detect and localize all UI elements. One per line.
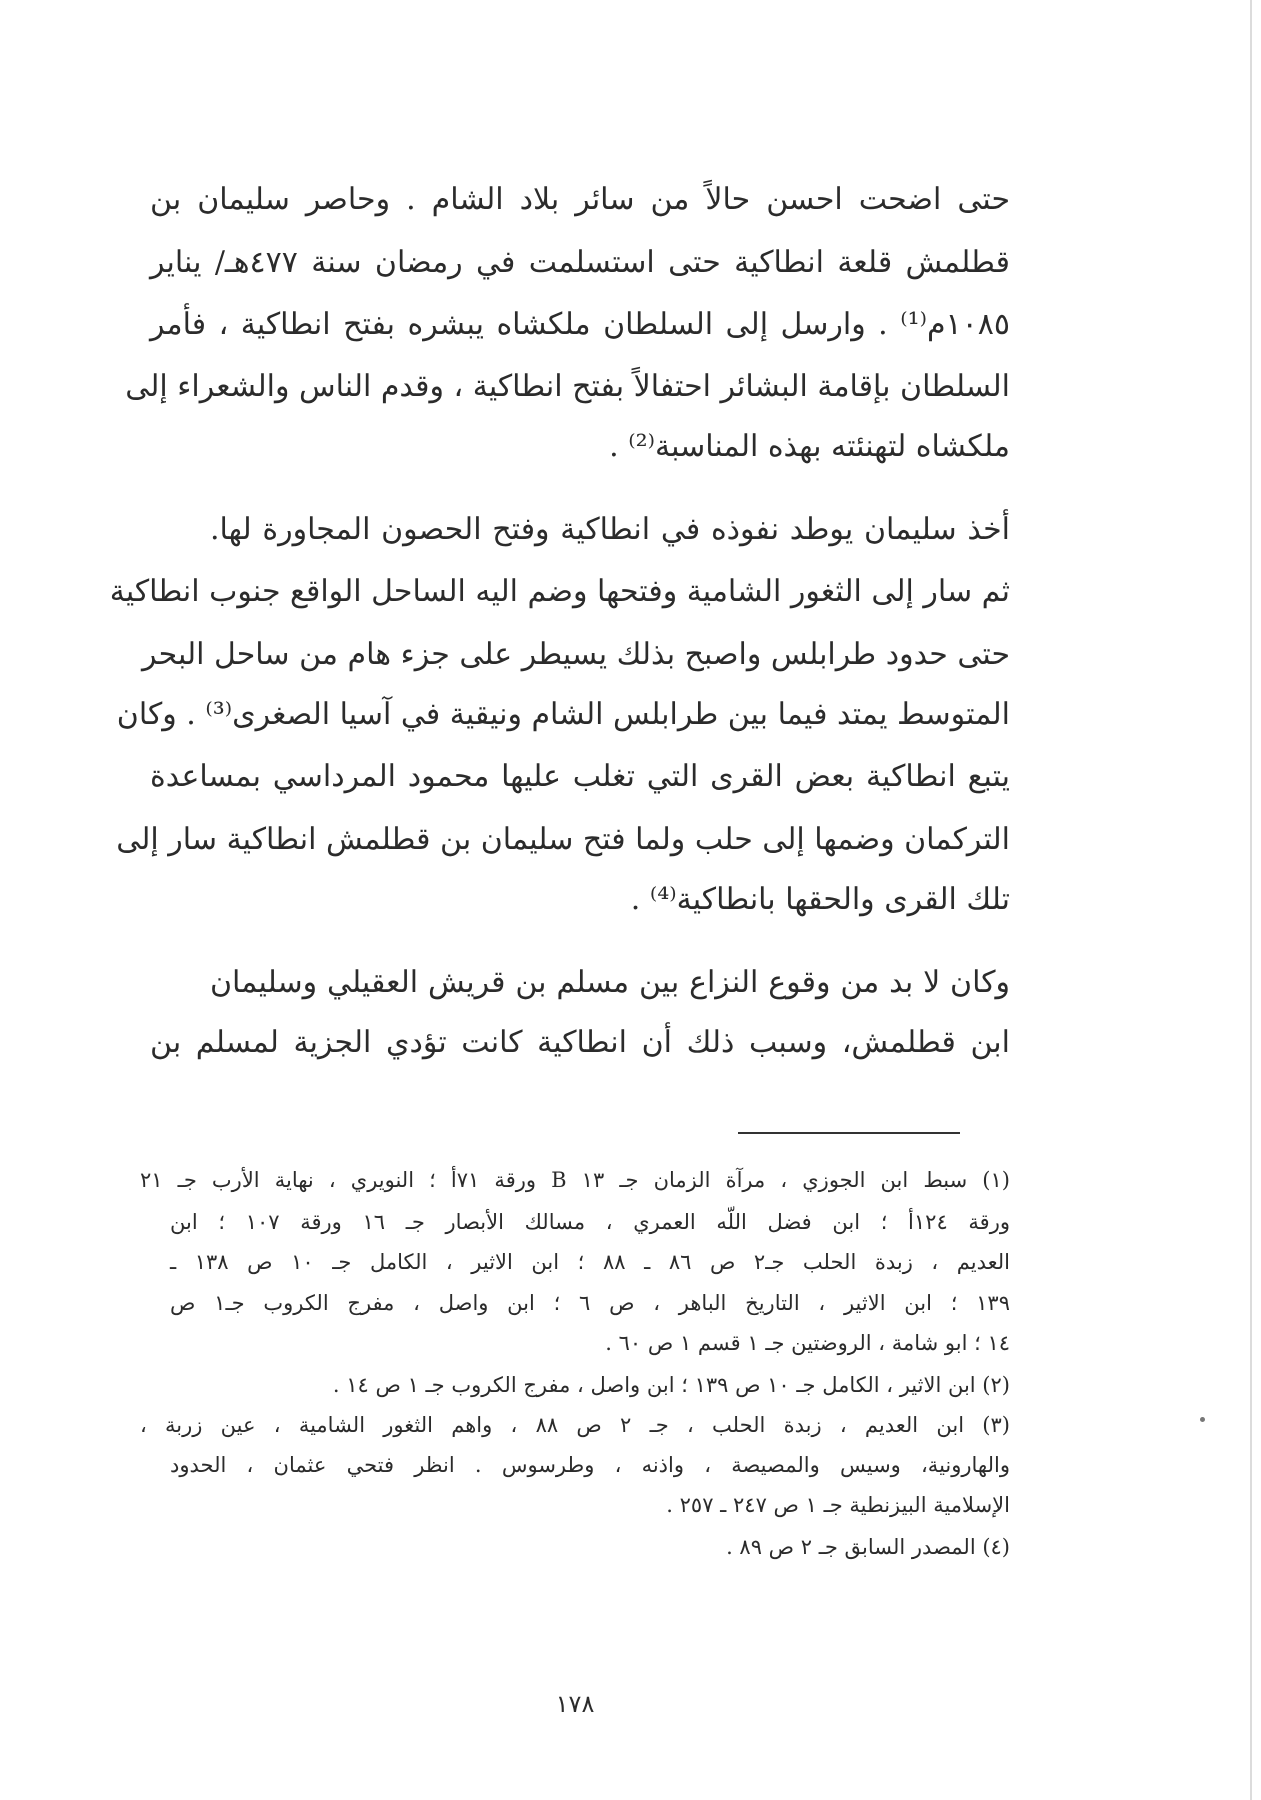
- text-line: حتى حدود طرابلس واصبح بذلك يسيطر على جزء هام من ساحل البحر: [142, 637, 1010, 672]
- text-line: حتى اضحت احسن حالاً من سائر بلاد الشام . وحاصر سليمان بن: [150, 182, 1010, 217]
- text-line: السلطان بإقامة البشائر احتفالاً بفتح انطاكية ، وقدم الناس والشعراء إلى: [125, 369, 1010, 404]
- text-line: قطلمش قلعة انطاكية حتى استسلمت في رمضان سنة ٤٧٧هـ/ يناير: [150, 245, 1011, 280]
- text-line: التركمان وضمها إلى حلب ولما فتح سليمان بن قطلمش انطاكية سار إلى: [116, 822, 1010, 857]
- footnote-line: (٤) المصدر السابق جـ ٢ ص ٨٩ .: [726, 1535, 1010, 1559]
- text-line: أخذ سليمان يوطد نفوذه في انطاكية وفتح الحصون المجاورة لها.: [210, 512, 1010, 547]
- scan-speck: [1200, 1417, 1205, 1422]
- footnote-line: ١٤ ؛ ابو شامة ، الروضتين جـ ١ قسم ١ ص ٦٠ .: [605, 1331, 1010, 1355]
- footnote-line: العديم ، زبدة الحلب جـ٢ ص ٨٦ ـ ٨٨ ؛ ابن الاثير ، الكامل جـ ١٠ ص ١٣٨ ـ: [170, 1250, 1010, 1274]
- footnote-line: (١) سبط ابن الجوزي ، مرآة الزمان جـ ١٣ B ورقة ٧١أ ؛ النويري ، نهاية الأرب جـ ٢١: [140, 1168, 1010, 1192]
- text-line: المتوسط يمتد فيما بين طرابلس الشام ونيقية في آسيا الصغرى⁽³⁾ . وكان: [116, 697, 1010, 732]
- footnote-line: الإسلامية البيزنطية جـ ١ ص ٢٤٧ ـ ٢٥٧ .: [666, 1493, 1010, 1517]
- footnote-line: ١٣٩ ؛ ابن الاثير ، التاريخ الباهر ، ص ٦ ؛ ابن واصل ، مفرج الكروب جـ١ ص: [170, 1291, 1010, 1315]
- footnote-line: والهارونية، وسيس والمصيصة ، واذنه ، وطرسوس . انظر فتحي عثمان ، الحدود: [170, 1453, 1010, 1477]
- text-line: ابن قطلمش، وسبب ذلك أن انطاكية كانت تؤدي الجزية لمسلم بن: [150, 1025, 1010, 1060]
- page-edge-line: [1250, 0, 1252, 1800]
- page-number: ١٧٨: [555, 1690, 595, 1718]
- footnote-line: (٢) ابن الاثير ، الكامل جـ ١٠ ص ١٣٩ ؛ ابن واصل ، مفرج الكروب جـ ١ ص ١٤ .: [332, 1373, 1010, 1397]
- text-line: ملكشاه لتهنئته بهذه المناسبة⁽²⁾ .: [609, 429, 1010, 464]
- footnote-divider: [738, 1132, 960, 1134]
- text-line: يتبع انطاكية بعض القرى التي تغلب عليها محمود المرداسي بمساعدة: [150, 759, 1011, 794]
- footnote-line: ورقة ١٢٤أ ؛ ابن فضل اللّه العمري ، مسالك الأبصار جـ ١٦ ورقة ١٠٧ ؛ ابن: [170, 1210, 1010, 1234]
- footnote-line: (٣) ابن العديم ، زبدة الحلب ، جـ ٢ ص ٨٨ ، واهم الثغور الشامية ، عين زربة ،: [140, 1413, 1010, 1437]
- text-line: ثم سار إلى الثغور الشامية وفتحها وضم اليه الساحل الواقع جنوب انطاكية: [109, 574, 1010, 609]
- text-line: تلك القرى والحقها بانطاكية⁽⁴⁾ .: [630, 882, 1010, 917]
- text-line: وكان لا بد من وقوع النزاع بين مسلم بن قريش العقيلي وسليمان: [210, 965, 1010, 1000]
- text-line: ١٠٨٥م⁽¹⁾ . وارسل إلى السلطان ملكشاه يبشره بفتح انطاكية ، فأمر: [150, 307, 1010, 342]
